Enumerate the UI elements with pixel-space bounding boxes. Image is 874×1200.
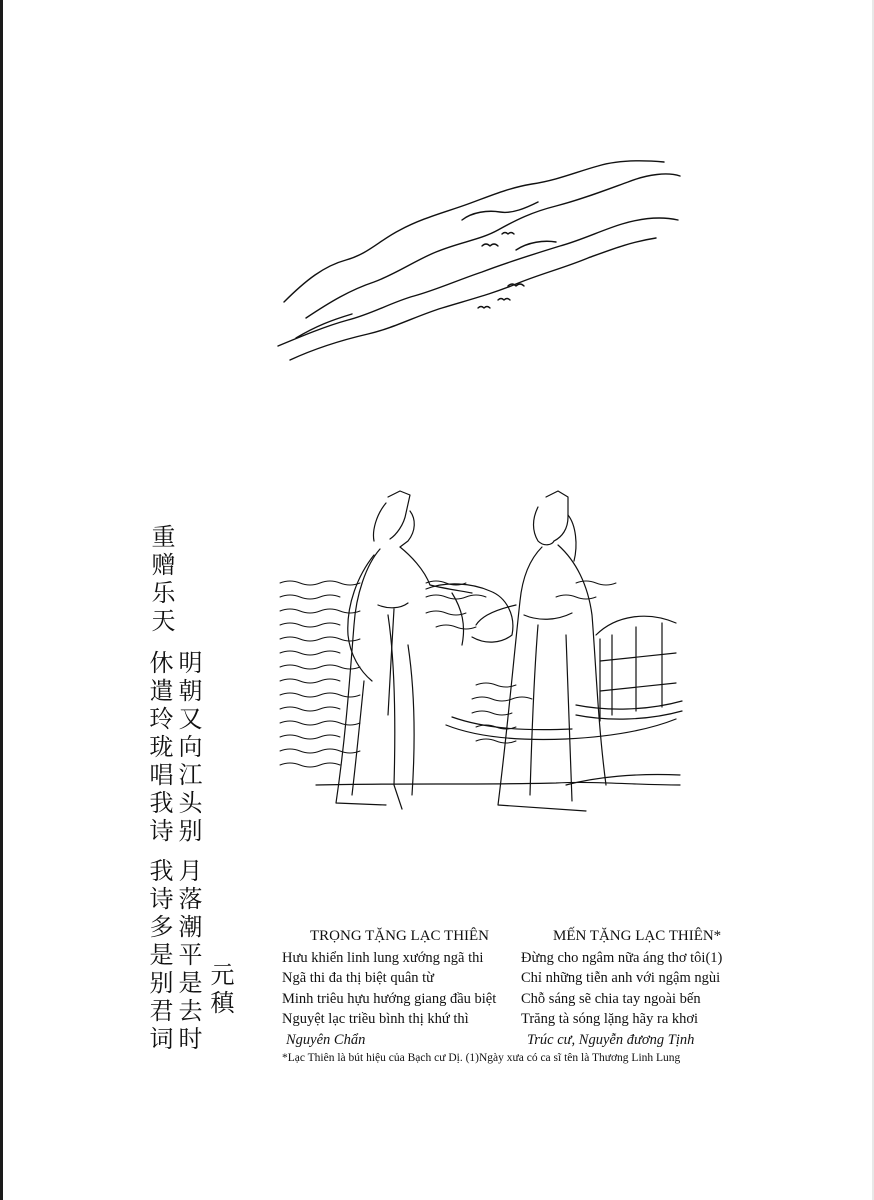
poem-signature: Nguyên Chẩn [286,1031,366,1048]
right-scholar-figure [476,491,606,811]
poem-title: TRỌNG TẶNG LẠC THIÊN [310,928,490,944]
boat-illustration [446,616,682,785]
poem-line: Ngã thi đa thị biệt quân từ [282,970,435,986]
poem-line: Chỗ sáng sẽ chia tay ngoài bến [521,990,701,1007]
chinese-poem-line: 明朝又向江头别 [174,650,202,846]
poem-line: Đừng cho ngâm nữa áng thơ tôi(1) [521,949,723,966]
poem-line: Minh triêu hựu hướng giang đầu biệt [282,990,497,1007]
footnote: *Lạc Thiên là bút hiệu của Bạch cư Dị. (1)Ngày xưa có ca sĩ tên là Thương Linh Lung [282,1052,681,1064]
chinese-poem-line: 休遣玲珑唱我诗 [145,650,173,846]
poem-line: Chỉ những tiễn anh với ngậm ngùi [521,970,721,986]
chinese-poem-author: 元稹 [206,962,234,1018]
farewell-scene-illustration [276,485,686,825]
transliteration-poem [282,926,496,1050]
chinese-poem-title: 重赠乐天 [147,524,175,636]
cloud-illustration [276,150,696,370]
poem-line: Hưu khiển linh lung xướng ngã thi [282,949,484,966]
poem-line: Nguyệt lạc triều bình thị khứ thì [282,1011,469,1027]
left-scholar-figure [336,491,472,809]
translation-poem [521,926,722,1050]
page-edge [0,0,3,1200]
poem-signature: Trúc cư, Nguyễn đương Tịnh [527,1031,695,1048]
poem-line: Trăng tà sóng lặng hãy ra khơi [521,1011,699,1027]
chinese-poem-line: 我诗多是别君词 [145,858,173,1054]
chinese-poem-line: 月落潮平是去时 [174,858,202,1054]
poem-title: MẾN TẶNG LẠC THIÊN* [553,928,722,944]
